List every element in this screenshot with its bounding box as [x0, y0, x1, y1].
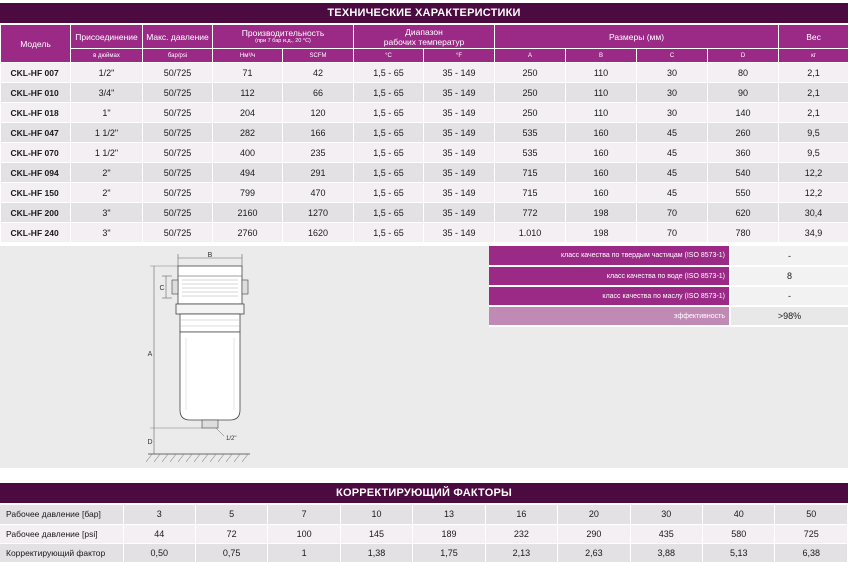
capacity-scfm-cell: 1270 — [283, 203, 354, 223]
pressure-cell: 50/725 — [143, 183, 213, 203]
weight-cell: 12,2 — [779, 183, 848, 203]
dim-c-cell: 45 — [637, 183, 708, 203]
dim-b-cell: 110 — [566, 83, 637, 103]
table-row — [1, 83, 848, 103]
quality-value: 8 — [730, 266, 848, 286]
dim-a-cell: 250 — [495, 83, 566, 103]
dim-b-cell: 198 — [566, 223, 637, 243]
factor-cell: 7 — [268, 505, 340, 524]
dim-d-cell: 360 — [708, 143, 779, 163]
quality-value: >98% — [730, 306, 848, 326]
quality-label: класс качества по маслу (ISO 8573-1) — [489, 286, 730, 306]
table-row — [1, 143, 848, 163]
table-row — [1, 223, 848, 243]
capacity-scfm-cell: 291 — [283, 163, 354, 183]
temp-c-cell: 1,5 - 65 — [354, 143, 424, 163]
pressure-cell: 50/725 — [143, 163, 213, 183]
header-dimensions: Размеры (мм) — [495, 25, 779, 49]
connection-cell: 3" — [71, 203, 143, 223]
dim-d-cell: 90 — [708, 83, 779, 103]
label-a: A — [148, 351, 153, 358]
dim-b-cell: 160 — [566, 183, 637, 203]
temp-f-cell: 35 - 149 — [424, 183, 495, 203]
header-temperature — [354, 25, 495, 49]
capacity-scfm-cell: 166 — [283, 123, 354, 143]
dim-d-cell: 140 — [708, 103, 779, 123]
dim-a-cell: 772 — [495, 203, 566, 223]
factor-cell: 1,38 — [340, 543, 412, 562]
table-row — [1, 203, 848, 223]
dim-d-cell: 550 — [708, 183, 779, 203]
header-capacity — [213, 25, 354, 49]
temp-c-cell: 1,5 - 65 — [354, 223, 424, 243]
temp-c-cell: 1,5 - 65 — [354, 183, 424, 203]
pressure-cell: 50/725 — [143, 223, 213, 243]
capacity-m3-cell: 400 — [213, 143, 283, 163]
quality-row — [489, 306, 848, 326]
header-max-pressure: Макс. давление — [143, 25, 213, 49]
unit-dim-c: C — [637, 49, 708, 63]
dim-a-cell: 1.010 — [495, 223, 566, 243]
factor-cell: 40 — [703, 505, 775, 524]
dim-a-cell: 715 — [495, 163, 566, 183]
pressure-cell: 50/725 — [143, 83, 213, 103]
temp-c-cell: 1,5 - 65 — [354, 123, 424, 143]
factor-cell: 5 — [195, 505, 267, 524]
dim-c-cell: 30 — [637, 103, 708, 123]
spec-title: ТЕХНИЧЕСКИЕ ХАРАКТЕРИСТИКИ — [0, 3, 848, 23]
temp-c-cell: 1,5 - 65 — [354, 63, 424, 83]
capacity-m3-cell: 204 — [213, 103, 283, 123]
factor-cell: 100 — [268, 524, 340, 543]
temp-f-cell: 35 - 149 — [424, 103, 495, 123]
temp-c-cell: 1,5 - 65 — [354, 163, 424, 183]
dim-b-cell: 198 — [566, 203, 637, 223]
dim-d-cell: 620 — [708, 203, 779, 223]
weight-cell: 30,4 — [779, 203, 848, 223]
capacity-scfm-cell: 1620 — [283, 223, 354, 243]
temp-c-cell: 1,5 - 65 — [354, 103, 424, 123]
pressure-cell: 50/725 — [143, 143, 213, 163]
factor-cell: 435 — [630, 524, 702, 543]
dim-c-cell: 30 — [637, 63, 708, 83]
dim-a-cell: 535 — [495, 123, 566, 143]
capacity-scfm-cell: 120 — [283, 103, 354, 123]
temp-c-cell: 1,5 - 65 — [354, 83, 424, 103]
temp-f-cell: 35 - 149 — [424, 143, 495, 163]
unit-temp-f: °F — [424, 49, 495, 63]
factor-cell: 5,13 — [703, 543, 775, 562]
dim-b-cell: 110 — [566, 63, 637, 83]
dim-a-cell: 715 — [495, 183, 566, 203]
model-cell: CKL-HF 150 — [1, 183, 71, 203]
dim-b-cell: 160 — [566, 123, 637, 143]
model-cell: CKL-HF 094 — [1, 163, 71, 183]
pressure-cell: 50/725 — [143, 203, 213, 223]
model-cell: CKL-HF 200 — [1, 203, 71, 223]
quality-label: эффективность — [489, 306, 730, 326]
connection-cell: 3/4" — [71, 83, 143, 103]
header-weight: Вес — [779, 25, 848, 49]
table-row — [1, 123, 848, 143]
factor-cell: 20 — [558, 505, 630, 524]
model-cell: CKL-HF 070 — [1, 143, 71, 163]
dim-c-cell: 30 — [637, 83, 708, 103]
header-connection: Присоединение — [71, 25, 143, 49]
factor-cell: 290 — [558, 524, 630, 543]
factor-cell: 1 — [268, 543, 340, 562]
unit-dim-a: A — [495, 49, 566, 63]
connection-cell: 2" — [71, 163, 143, 183]
dim-c-cell: 45 — [637, 163, 708, 183]
connection-cell: 2" — [71, 183, 143, 203]
factor-cell: 725 — [775, 524, 848, 543]
factor-cell: 145 — [340, 524, 412, 543]
factors-title: КОРРЕКТИРУЮЩИЙ ФАКТОРЫ — [0, 483, 848, 503]
connection-cell: 1 1/2" — [71, 143, 143, 163]
quality-label: класс качества по твердым частицам (ISO 8573-1) — [489, 246, 730, 266]
temp-f-cell: 35 - 149 — [424, 83, 495, 103]
dim-b-cell: 160 — [566, 143, 637, 163]
unit-capacity-scfm: SCFM — [283, 49, 354, 63]
label-c: C — [159, 285, 164, 292]
spec-table — [0, 24, 848, 243]
factor-cell: 232 — [485, 524, 557, 543]
factor-cell: 3 — [123, 505, 195, 524]
quality-value: - — [730, 286, 848, 306]
header-model: Модель — [1, 25, 71, 63]
factor-cell: 16 — [485, 505, 557, 524]
capacity-m3-cell: 71 — [213, 63, 283, 83]
capacity-scfm-cell: 470 — [283, 183, 354, 203]
header-temp-line1: Диапазон — [354, 27, 494, 37]
quality-row — [489, 246, 848, 266]
factor-cell: 2,13 — [485, 543, 557, 562]
factor-row — [0, 543, 848, 562]
model-cell: CKL-HF 010 — [1, 83, 71, 103]
weight-cell: 2,1 — [779, 103, 848, 123]
pressure-cell: 50/725 — [143, 103, 213, 123]
dim-a-cell: 250 — [495, 63, 566, 83]
model-cell: CKL-HF 007 — [1, 63, 71, 83]
factor-cell: 13 — [413, 505, 485, 524]
dim-b-cell: 110 — [566, 103, 637, 123]
factor-cell: 1,75 — [413, 543, 485, 562]
label-b: B — [208, 252, 213, 259]
model-cell: CKL-HF 047 — [1, 123, 71, 143]
dim-a-cell: 250 — [495, 103, 566, 123]
dim-a-cell: 535 — [495, 143, 566, 163]
table-row — [1, 183, 848, 203]
quality-table — [489, 246, 848, 327]
factor-cell: 44 — [123, 524, 195, 543]
factor-row-label: Рабочее давление [бар] — [0, 505, 123, 524]
temp-f-cell: 35 - 149 — [424, 123, 495, 143]
factor-row — [0, 524, 848, 543]
factor-row-label: Корректирующий фактор — [0, 543, 123, 562]
weight-cell: 12,2 — [779, 163, 848, 183]
unit-connection: в дюймах — [71, 49, 143, 63]
factor-cell: 50 — [775, 505, 848, 524]
factor-cell: 3,88 — [630, 543, 702, 562]
temp-f-cell: 35 - 149 — [424, 223, 495, 243]
quality-label: класс качества по воде (ISO 8573-1) — [489, 266, 730, 286]
unit-pressure: бар/psi — [143, 49, 213, 63]
dim-c-cell: 70 — [637, 203, 708, 223]
factor-cell: 6,38 — [775, 543, 848, 562]
unit-dim-d: D — [708, 49, 779, 63]
weight-cell: 9,5 — [779, 143, 848, 163]
table-row — [1, 63, 848, 83]
connection-cell: 1/2" — [71, 63, 143, 83]
weight-cell: 9,5 — [779, 123, 848, 143]
dim-d-cell: 540 — [708, 163, 779, 183]
pressure-cell: 50/725 — [143, 63, 213, 83]
temp-f-cell: 35 - 149 — [424, 163, 495, 183]
temp-f-cell: 35 - 149 — [424, 63, 495, 83]
dim-c-cell: 45 — [637, 143, 708, 163]
temp-f-cell: 35 - 149 — [424, 203, 495, 223]
unit-weight: кг — [779, 49, 848, 63]
capacity-scfm-cell: 42 — [283, 63, 354, 83]
table-row — [1, 163, 848, 183]
label-d: D — [147, 439, 152, 446]
dim-d-cell: 260 — [708, 123, 779, 143]
capacity-scfm-cell: 66 — [283, 83, 354, 103]
connection-cell: 1" — [71, 103, 143, 123]
weight-cell: 34,9 — [779, 223, 848, 243]
connection-cell: 3" — [71, 223, 143, 243]
header-temp-line2: рабочих температур — [354, 37, 494, 47]
factor-cell: 30 — [630, 505, 702, 524]
table-row — [1, 103, 848, 123]
dim-d-cell: 780 — [708, 223, 779, 243]
capacity-m3-cell: 799 — [213, 183, 283, 203]
dim-c-cell: 45 — [637, 123, 708, 143]
capacity-m3-cell: 494 — [213, 163, 283, 183]
header-capacity-note: (при 7 бар и.д., 20 °C) — [213, 38, 353, 45]
weight-cell: 2,1 — [779, 83, 848, 103]
model-cell: CKL-HF 018 — [1, 103, 71, 123]
dim-b-cell: 160 — [566, 163, 637, 183]
factor-cell: 0,75 — [195, 543, 267, 562]
factor-row-label: Рабочее давление [psi] — [0, 524, 123, 543]
connection-cell: 1 1/2" — [71, 123, 143, 143]
dim-c-cell: 70 — [637, 223, 708, 243]
label-port: 1/2" — [226, 436, 236, 442]
factor-table — [0, 505, 848, 563]
factor-cell: 0,50 — [123, 543, 195, 562]
quality-row — [489, 286, 848, 306]
dim-d-cell: 80 — [708, 63, 779, 83]
unit-dim-b: B — [566, 49, 637, 63]
model-cell: CKL-HF 240 — [1, 223, 71, 243]
capacity-m3-cell: 112 — [213, 83, 283, 103]
unit-temp-c: °C — [354, 49, 424, 63]
factor-cell: 10 — [340, 505, 412, 524]
quality-value: - — [730, 246, 848, 266]
factor-row — [0, 505, 848, 524]
factor-cell: 72 — [195, 524, 267, 543]
capacity-m3-cell: 2160 — [213, 203, 283, 223]
quality-row — [489, 266, 848, 286]
header-capacity-label: Производительность — [242, 28, 325, 38]
unit-capacity-m3: Нм³/ч — [213, 49, 283, 63]
factor-cell: 189 — [413, 524, 485, 543]
temp-c-cell: 1,5 - 65 — [354, 203, 424, 223]
weight-cell: 2,1 — [779, 63, 848, 83]
capacity-scfm-cell: 235 — [283, 143, 354, 163]
capacity-m3-cell: 2760 — [213, 223, 283, 243]
filter-dimension-diagram — [130, 250, 260, 472]
factor-cell: 2,63 — [558, 543, 630, 562]
pressure-cell: 50/725 — [143, 123, 213, 143]
factor-cell: 580 — [703, 524, 775, 543]
capacity-m3-cell: 282 — [213, 123, 283, 143]
